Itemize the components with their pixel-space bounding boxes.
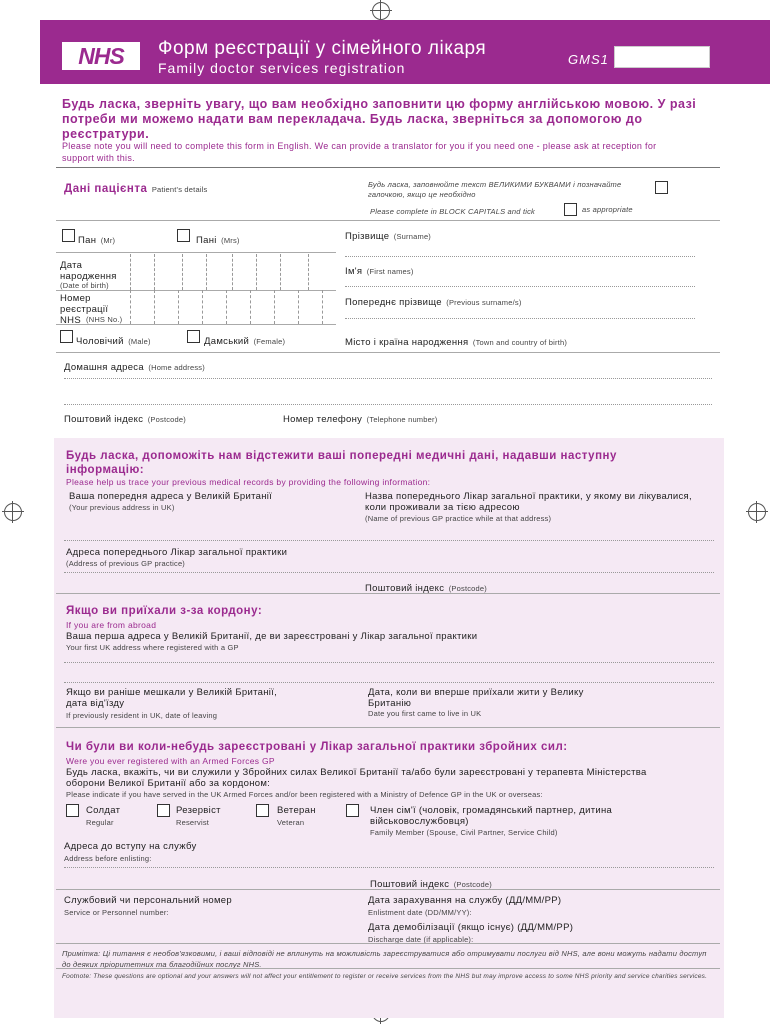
forces-info-en: Please indicate if you have served in the UK Armed Forces and/or been registered with a Ministry of Defence GP in the UK or overseas:	[66, 790, 543, 799]
prev-gp-address-field[interactable]	[64, 572, 714, 573]
surname-label: Прізвище (Surname)	[345, 231, 432, 242]
veteran-label: Ветеран	[277, 805, 316, 816]
forces-postcode-label: Поштовий індекс (Postcode)	[370, 879, 492, 890]
footnote-en: Footnote: These questions are optional and your answers will not affect your entitlement to register or receive services from the NHS but may improve access to some NHS priority and service charities services.	[62, 973, 708, 980]
home-address-field-2[interactable]	[64, 404, 712, 405]
footnote-ua: Примітка: Ці питання є необов'язковими, і ваші відповіді не вплинуть на можливість зареєструватися або отримувати послуги від NHS, але вони можуть надати доступ до деяких пріоритетних та благодійних послуг NHS.	[62, 949, 707, 969]
discharge-date-label-en: Discharge date (if applicable):	[368, 935, 474, 944]
female-checkbox[interactable]	[187, 330, 200, 343]
previous-surname-label: Попереднє прізвище (Previous surname/s)	[345, 297, 522, 308]
enlist-address-label-en: Address before enlisting:	[64, 854, 152, 863]
home-address-field[interactable]	[64, 378, 712, 379]
form-code-field[interactable]	[614, 46, 710, 68]
forces-info-ua: Будь ласка, вкажіть, чи ви служили у Збройних силах Великої Британії та/або були зареєстровані у терапевта Міністерства оборони Великої Британії або за кордоном:	[66, 767, 647, 789]
abroad-title-ua: Якщо ви приїхали з-за кордону:	[66, 605, 263, 617]
service-number-label: Службовий чи персональний номер	[64, 895, 232, 906]
date-came-label-en: Date you first came to live in UK	[368, 709, 482, 718]
enlist-address-label: Адреса до вступу на службу	[64, 841, 197, 852]
regular-label-en: Regular	[86, 818, 114, 827]
mr-label: Пан (Mr)	[78, 235, 116, 246]
enlistment-date-label-en: Enlistment date (DD/MM/YY):	[368, 908, 472, 917]
enlist-address-field[interactable]	[64, 867, 714, 868]
nhs-logo: NHS	[62, 42, 140, 70]
phone-label: Номер телефону (Telephone number)	[283, 414, 438, 425]
patient-section-title: Дані пацієнта Patient's details	[64, 183, 208, 195]
first-uk-address-field[interactable]	[64, 662, 714, 663]
notice-ua: Будь ласка, зверніть увагу, що вам необхідно заповнити цю форму англійською мовою. У разі потреби ми можемо надати вам перекладача. Будь ласка, зверніться за допомогою до реєстратури.	[62, 97, 697, 141]
prev-address-field[interactable]	[64, 540, 714, 541]
first-uk-address-field-2[interactable]	[64, 682, 714, 683]
family-member-label-en: Family Member (Spouse, Civil Partner, Service Child)	[370, 828, 558, 837]
date-left-label-en: If previously resident in UK, date of leaving	[66, 711, 218, 720]
date-came-label: Дата, коли ви вперше приїхали жити у Велику Британію	[368, 687, 584, 709]
male-label: Чоловічий (Male)	[76, 336, 151, 347]
abroad-title-en: If you are from abroad	[66, 620, 157, 630]
first-uk-address-label-en: Your first UK address where registered with a GP	[66, 643, 239, 652]
first-uk-address-label: Ваша перша адреса у Великій Британії, де ви зареєстровані у Лікар загальної практики	[66, 631, 478, 642]
enlistment-date-label: Дата зарахування на службу (ДД/ММ/РР)	[368, 895, 562, 906]
female-label: Дамський (Female)	[204, 336, 286, 347]
mrs-label: Пані (Mrs)	[196, 235, 240, 246]
mr-checkbox[interactable]	[62, 229, 75, 242]
previous-surname-field[interactable]	[345, 318, 695, 319]
prev-gp-name-label: Назва попереднього Лікар загальної практики, у якому ви лікувалися, коли проживали за тією адресою	[365, 491, 692, 513]
forces-title-en: Were you ever registered with an Armed Forces GP	[66, 756, 275, 766]
regular-checkbox[interactable]	[66, 804, 79, 817]
caps-instruction-en-2: as appropriate	[582, 205, 633, 214]
caps-checkbox[interactable]	[655, 181, 668, 194]
registration-mark-icon	[748, 503, 766, 521]
dob-field[interactable]	[130, 254, 336, 290]
prev-address-label: Ваша попередня адреса у Великій Британії	[69, 491, 273, 502]
home-address-label: Домашня адреса (Home address)	[64, 362, 205, 373]
reservist-checkbox[interactable]	[157, 804, 170, 817]
nhs-number-field[interactable]	[130, 290, 336, 324]
prev-address-label-en: (Your previous address in UK)	[69, 503, 175, 512]
birthplace-label: Місто і країна народження (Town and country of birth)	[345, 337, 568, 348]
nhs-number-label: Номер реєстрації NHS	[60, 293, 109, 326]
veteran-label-en: Veteran	[277, 818, 305, 827]
dob-label: Дата народження	[60, 260, 117, 282]
forces-title-ua: Чи були ви коли-небудь зареєстровані у Лікар загальної практики збройних сил:	[66, 741, 568, 753]
form-code: GMS1	[568, 52, 609, 67]
medical-title-en: Please help us trace your previous medical records by providing the following information:	[66, 477, 431, 487]
prev-gp-address-label-en: (Address of previous GP practice)	[66, 559, 186, 568]
surname-field[interactable]	[345, 256, 695, 257]
nhs-number-label-en: (NHS No.)	[86, 315, 123, 324]
first-names-label: Ім'я (First names)	[345, 266, 414, 277]
tick-example-checkbox[interactable]	[564, 203, 577, 216]
family-member-checkbox[interactable]	[346, 804, 359, 817]
service-number-label-en: Service or Personnel number:	[64, 908, 169, 917]
veteran-checkbox[interactable]	[256, 804, 269, 817]
registration-mark-icon	[372, 2, 390, 20]
family-member-label: Член сім'ї (чоловік, громадянський партнер, дитина військовослужбовця)	[370, 805, 613, 827]
registration-mark-icon	[4, 503, 22, 521]
mrs-checkbox[interactable]	[177, 229, 190, 242]
date-left-label: Якщо ви раніше мешкали у Великій Британії, дата від'їзду	[66, 687, 278, 709]
form-title-en: Family doctor services registration	[158, 60, 406, 76]
caps-instruction-ua: Будь ласка, заповнюйте текст ВЕЛИКИМИ БУКВАМИ і позначайте галочкою, якщо це необхідно	[368, 180, 622, 199]
postcode-label: Поштовий індекс (Postcode)	[64, 414, 186, 425]
prev-gp-address-label: Адреса попереднього Лікар загальної практики	[66, 547, 288, 558]
notice-en: Please note you will need to complete this form in English. We can provide a translator for you if you need one - please ask at reception for support with this.	[62, 141, 657, 163]
reservist-label: Резервіст	[176, 805, 221, 816]
discharge-date-label: Дата демобілізації (якщо існує) (ДД/ММ/РР)	[368, 922, 574, 933]
regular-label: Солдат	[86, 805, 121, 816]
prev-gp-name-label-en: (Name of previous GP practice while at that address)	[365, 514, 552, 523]
dob-label-en: (Date of birth)	[60, 281, 109, 290]
form-title-ua: Форм реєстрації у сімейного лікаря	[158, 38, 487, 59]
medical-postcode-label: Поштовий індекс (Postcode)	[365, 583, 487, 594]
first-names-field[interactable]	[345, 286, 695, 287]
caps-instruction-en: Please complete in BLOCK CAPITALS and tick	[370, 207, 535, 216]
male-checkbox[interactable]	[60, 330, 73, 343]
reservist-label-en: Reservist	[176, 818, 210, 827]
medical-title-ua: Будь ласка, допоможіть нам відстежити ваші попередні медичні дані, надавши наступну інформацію:	[66, 450, 617, 476]
